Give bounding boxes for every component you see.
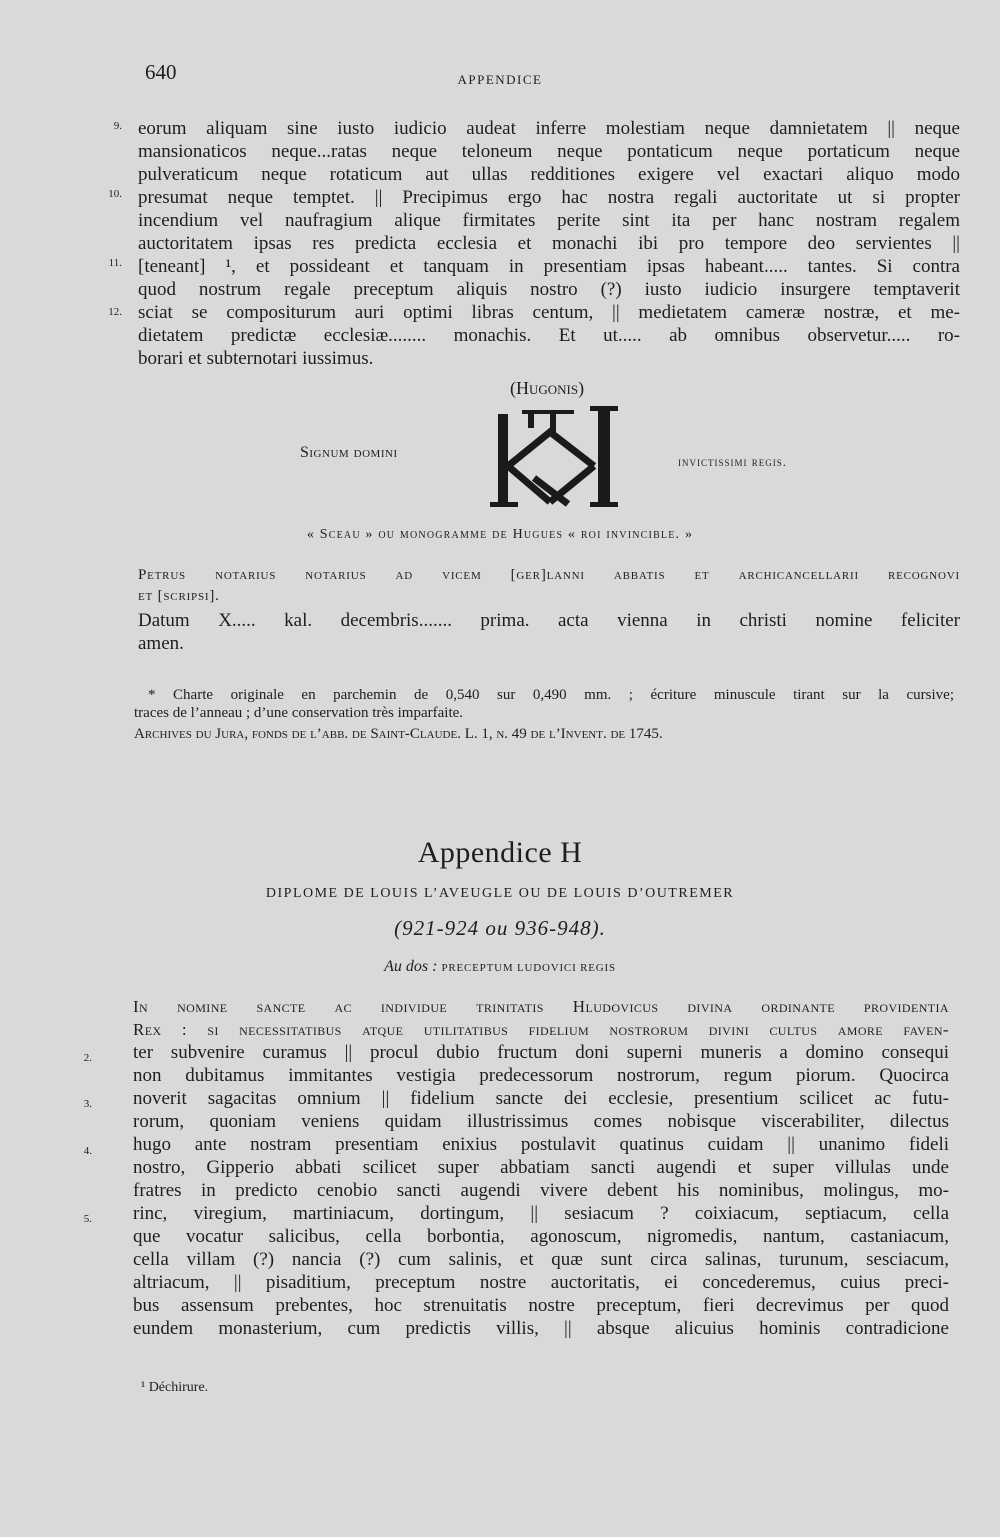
page-header <box>0 58 1000 88</box>
running-head: APPENDICE <box>457 72 543 87</box>
text-line: Rex : si necessitatibus atque utilitatibus fidelium nostrorum divini cultus amore faven- <box>133 1020 949 1039</box>
text-line: ter subvenire curamus || procul dubio fructum doni superni muneris a domino consequi <box>133 1042 949 1063</box>
text-line: bus assensum prebentes, hoc strenuitatis nostre preceptum, fieri decrevimus per quod <box>133 1295 949 1316</box>
text-line: nostro, Gipperio abbati scilicet super abbatiam sancti augendi et super villulas unde <box>133 1157 949 1178</box>
notary-line: et [scripsi]. <box>138 588 220 604</box>
text-line: eorum aliquam sine iusto iudicio audeat inferre molestiam neque damnietatem || neque <box>138 118 960 139</box>
text-line: fratres in predicto cenobio sancti augendi vivere debent his nominibus, molingus, mo- <box>133 1180 949 1201</box>
text-line: hugo ante nostram presentiam enixius postulavit quatinus cuidam || unanimo fideli <box>133 1134 949 1155</box>
datum-block <box>138 609 960 655</box>
monogram-image <box>490 404 630 514</box>
diploma-title: DIPLOME DE LOUIS L’AVEUGLE OU DE LOUIS D’OUTREMER <box>265 886 735 901</box>
signum-right: invictissimi regis. <box>678 454 788 469</box>
margin-line-number: 5. <box>83 1213 92 1225</box>
margin-line-number: 12. <box>108 306 122 318</box>
appendix-title: Appendice H <box>417 836 583 869</box>
text-line: dietatem predictæ ecclesiæ........ monachis. Et ut..... ab omnibus observetur..... ro- <box>138 325 960 346</box>
footnote-dechirure: ¹ Déchirure. <box>141 1380 209 1395</box>
footnote-block <box>134 686 954 743</box>
text-line: pulveraticum neque rotaticum aut ullas redditiones exigere vel exactari aliquo modo <box>138 164 960 185</box>
verso-label: Au dos : <box>384 958 438 975</box>
footnote-line: * Charte originale en parchemin de 0,540 sur 0,490 mm. ; écriture minuscule tirant sur la cursive; <box>148 687 954 703</box>
signum-name: (Hugonis) <box>510 378 585 398</box>
text-line: mansionaticos neque...ratas neque teloneum neque pontaticum neque portaticum neque <box>138 141 960 162</box>
text-line: altriacum, || pisaditium, preceptum nostre auctoritatis, ei concederemus, cuius preci- <box>133 1272 949 1293</box>
notary-block <box>138 565 960 607</box>
text-line: non dubitamus immitantes vestigia predecessorum nostrorum, regum piorum. Quocirca <box>133 1065 949 1086</box>
text-line: incendium vel naufragium alique firmitates perite sint ita per hanc nostram regalem <box>138 210 960 231</box>
notary-line: Petrus notarius notarius ad vicem [ger]lanni abbatis et archicancellarii recognovi <box>138 567 960 583</box>
text-line: rinc, viregium, martiniacum, dortingum, || sesiacum ? coixiacum, septiacum, cella <box>133 1203 949 1224</box>
text-line: [teneant] ¹, et possideant et tanquam in presentiam ipsas habeant..... tantes. Si contra <box>138 256 960 277</box>
verso-text: PRECEPTUM LUDOVICI REGIS <box>441 962 616 974</box>
text-line: noverit sagacitas omnium || fidelium sancte dei ecclesie, presentium scilicet ac futu- <box>133 1088 949 1109</box>
datum-line: Datum X..... kal. decembris....... prima. acta vienna in christi nomine feliciter <box>138 610 960 631</box>
diploma-dates: (921-924 ou 936-948). <box>394 916 606 940</box>
footnote-source: Archives du Jura, fonds de l’abb. de Saint-Claude. L. 1, n. 49 de l’Invent. de 1745. <box>134 726 663 742</box>
text-line: cella villam (?) nancia (?) cum salinis, et quæ sunt circa salinas, turunum, sesciacum, <box>133 1249 949 1270</box>
charter-text-top <box>138 117 960 370</box>
text-line: quod nostrum regale preceptum aliquis nostro (?) iusto iudicio insurgere temptaverit <box>138 279 960 300</box>
text-line: eundem monasterium, cum predictis villis, || absque alicuius hominis contradicione <box>133 1318 949 1339</box>
margin-line-number: 11. <box>108 257 122 269</box>
text-line: presumat neque temptet. || Precipimus ergo hac nostra regali auctoritate ut si propter <box>138 187 960 208</box>
margin-line-number: 3. <box>83 1098 92 1110</box>
signum-left: Signum domini <box>300 444 398 461</box>
margin-line-number: 2. <box>83 1052 92 1064</box>
margin-line-number: 9. <box>113 120 122 132</box>
text-line: sciat se compositurum auri optimi libras centum, || medietatem cameræ nostræ, et me- <box>138 302 960 323</box>
text-line: auctoritatem ipsas res predicta ecclesia et monachi ibi pro tempore deo servientes || <box>138 233 960 254</box>
page-number: 640 <box>145 60 177 84</box>
margin-line-number: 4. <box>83 1145 92 1157</box>
text-line: rorum, quoniam veniens quidam illustrissimus comes nobisque viscerabiliter, dilectus <box>133 1111 949 1132</box>
margin-line-number: 10. <box>108 188 122 200</box>
monogram-caption: « Sceau » ou monogramme de Hugues « roi invincible. » <box>306 527 694 542</box>
diploma-text <box>133 995 949 1340</box>
text-line: In nomine sancte ac individue trinitatis Hludovicus divina ordinante providentia <box>133 997 949 1016</box>
verso-note <box>0 958 1000 976</box>
footnote-line: traces de l’anneau ; d’une conservation très imparfaite. <box>134 705 464 721</box>
text-line: borari et subternotari iussimus. <box>138 348 374 369</box>
text-line: que vocatur salicibus, cella borbontia, agonoscum, nigromedis, nantum, castaniacum, <box>133 1226 949 1247</box>
datum-line: amen. <box>138 633 184 654</box>
